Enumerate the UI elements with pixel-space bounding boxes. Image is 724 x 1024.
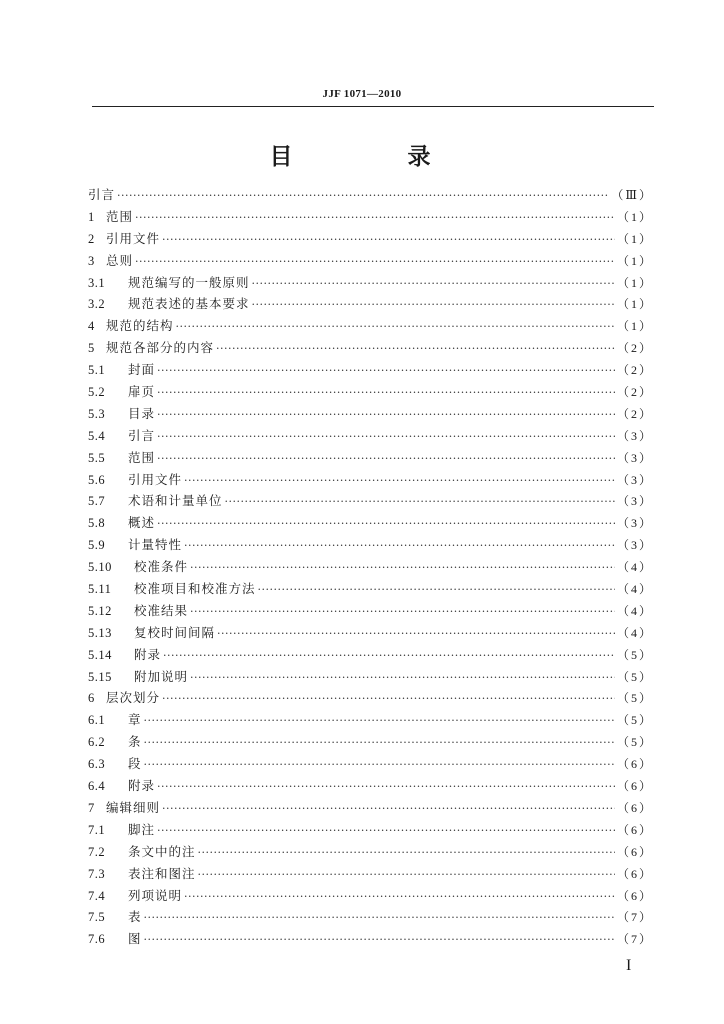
toc-entry-number: 3.2 [88, 297, 106, 312]
toc-entry-page: （5） [616, 647, 653, 662]
toc-entry-page: （1） [616, 319, 653, 334]
toc-entry-title: 规范表述的基本要求 [128, 296, 250, 312]
toc-entry-page: （3） [616, 538, 653, 553]
toc-entry-number: 5.9 [88, 538, 106, 553]
toc-entry-title: 条 [128, 734, 142, 750]
toc-leader-dots [157, 776, 615, 798]
toc-entry-page: （5） [616, 691, 653, 706]
toc-entry-title: 段 [128, 756, 142, 772]
toc-entry-page: （5） [616, 735, 653, 750]
toc-entry-page: （6） [616, 844, 653, 859]
toc-entry-title: 附加说明 [134, 668, 189, 684]
toc-entry-title: 附录 [128, 778, 156, 794]
toc-entry[interactable] [88, 687, 653, 709]
toc-entry-page: （2） [616, 341, 653, 356]
toc-leader-dots [157, 820, 615, 842]
toc-entry-number: 5.1 [88, 363, 106, 378]
toc-entry-number: 3 [88, 253, 95, 268]
toc-leader-dots [135, 251, 615, 273]
toc-entry[interactable] [88, 293, 653, 315]
toc-entry-number: 6.2 [88, 735, 106, 750]
toc-leader-dots [216, 338, 615, 360]
header-rule [92, 106, 654, 107]
toc-entry-number: 7.4 [88, 888, 106, 903]
toc-leader-dots [184, 535, 615, 557]
toc-entry[interactable] [88, 928, 653, 950]
toc-leader-dots [162, 798, 615, 820]
toc-entry-page: （3） [616, 494, 653, 509]
toc-entry-page: （3） [616, 428, 653, 443]
toc-entry[interactable] [88, 775, 653, 797]
toc-leader-dots [190, 667, 615, 689]
toc-leader-dots [198, 842, 615, 864]
toc-entry[interactable] [88, 228, 653, 250]
toc-entry-title: 校准条件 [134, 559, 189, 575]
toc-entry-title: 脚注 [128, 821, 156, 837]
toc-entry-number: 5.11 [88, 582, 112, 597]
toc-leader-dots [144, 754, 615, 776]
toc-leader-dots [198, 864, 615, 886]
toc-entry-number: 5.5 [88, 450, 106, 465]
toc-entry-page: （5） [616, 713, 653, 728]
toc-entry[interactable] [88, 272, 653, 294]
toc-entry-number: 5.14 [88, 647, 112, 662]
toc-entry-title: 附录 [134, 646, 162, 662]
toc-leader-dots [252, 273, 615, 295]
toc-entry[interactable] [88, 556, 653, 578]
toc-entry-title: 图 [128, 931, 142, 947]
toc-entry-page: （1） [616, 297, 653, 312]
toc-entry-title: 校准项目和校准方法 [134, 581, 256, 597]
toc-entry[interactable] [88, 841, 653, 863]
toc-leader-dots [258, 579, 615, 601]
toc-entry-page: （1） [616, 275, 653, 290]
toc-entry-title: 条文中的注 [128, 843, 196, 859]
toc-leader-dots [252, 294, 615, 316]
toc-entry[interactable] [88, 381, 653, 403]
standard-code: JJF 1071—2010 [322, 88, 402, 100]
toc-entry-title: 引用文件 [106, 230, 161, 246]
toc-entry-page: （3） [616, 450, 653, 465]
toc-entry-number: 6.1 [88, 713, 106, 728]
toc-entry-page: （7） [616, 910, 653, 925]
toc-entry[interactable] [88, 753, 653, 775]
toc-entry[interactable] [88, 425, 653, 447]
toc-entry-title: 编辑细则 [106, 799, 161, 815]
toc-entry[interactable] [88, 250, 653, 272]
toc-entry-title: 引言 [128, 427, 156, 443]
toc-entry[interactable] [88, 447, 653, 469]
toc-leader-dots [163, 645, 615, 667]
toc-entry-title: 章 [128, 712, 142, 728]
toc-entry-page: （Ⅲ） [611, 188, 653, 202]
toc-entry-page: （2） [616, 406, 653, 421]
toc-entry[interactable] [88, 622, 653, 644]
toc-entry-title: 范围 [106, 208, 134, 224]
toc-entry-page: （6） [616, 822, 653, 837]
toc-entry-number: 7 [88, 800, 95, 815]
toc-entry-page: （1） [616, 209, 653, 224]
toc-leader-dots [144, 907, 615, 929]
toc-entry-number: 2 [88, 231, 95, 246]
toc-entry-page: （4） [616, 625, 653, 640]
toc-leader-dots [225, 491, 615, 513]
toc-entry-number: 5 [88, 341, 95, 356]
toc-entry[interactable] [88, 337, 653, 359]
toc-leader-dots [157, 426, 615, 448]
toc-entry[interactable] [88, 469, 653, 491]
toc-entry-title: 规范各部分的内容 [106, 340, 215, 356]
toc-entry-title: 规范的结构 [106, 318, 174, 334]
toc-entry-title: 层次划分 [106, 690, 161, 706]
toc-leader-dots [157, 448, 615, 470]
toc-entry-page: （1） [616, 231, 653, 246]
toc-entry-number: 7.1 [88, 822, 106, 837]
toc-entry-page: （4） [616, 582, 653, 597]
toc-entry-title: 范围 [128, 449, 156, 465]
toc-entry-page: （6） [616, 779, 653, 794]
toc-leader-dots [144, 929, 615, 951]
toc-entry-page: （6） [616, 866, 653, 881]
toc-entry-number: 5.3 [88, 406, 106, 421]
toc-entry[interactable] [88, 184, 653, 206]
toc-leader-dots [190, 601, 615, 623]
toc-entry-title: 封面 [128, 362, 156, 378]
toc-entry[interactable] [88, 534, 653, 556]
toc-leader-dots [117, 185, 609, 207]
toc-entry-page: （6） [616, 800, 653, 815]
toc-leader-dots [157, 404, 615, 426]
toc-leader-dots [190, 557, 615, 579]
toc-leader-dots [144, 732, 615, 754]
table-of-contents [88, 184, 653, 950]
toc-entry-title: 扉页 [128, 384, 156, 400]
toc-entry[interactable] [88, 206, 653, 228]
toc-entry[interactable] [88, 885, 653, 907]
toc-entry-page: （5） [616, 669, 653, 684]
toc-entry-number: 5.4 [88, 428, 106, 443]
toc-entry-page: （2） [616, 363, 653, 378]
toc-entry[interactable] [88, 600, 653, 622]
toc-entry-number: 7.6 [88, 932, 106, 947]
toc-entry-number: 6 [88, 691, 95, 706]
toc-entry[interactable] [88, 490, 653, 512]
toc-entry[interactable] [88, 666, 653, 688]
toc-leader-dots [144, 710, 615, 732]
toc-entry-page: （2） [616, 385, 653, 400]
toc-entry[interactable] [88, 906, 653, 928]
toc-leader-dots [184, 886, 615, 908]
page-number: I [626, 957, 632, 974]
toc-entry[interactable] [88, 731, 653, 753]
toc-entry-title: 表 [128, 909, 142, 925]
toc-entry-title: 规范编写的一般原则 [128, 274, 250, 290]
toc-entry-title: 列项说明 [128, 887, 183, 903]
toc-entry-title: 校准结果 [134, 602, 189, 618]
toc-entry-number: 5.10 [88, 560, 112, 575]
toc-entry-title: 引言 [88, 187, 116, 202]
toc-entry[interactable] [88, 644, 653, 666]
toc-leader-dots [162, 688, 615, 710]
toc-entry-page: （1） [616, 253, 653, 268]
toc-entry-number: 7.2 [88, 844, 106, 859]
toc-entry-page: （6） [616, 757, 653, 772]
toc-entry-number: 5.2 [88, 385, 106, 400]
toc-entry-number: 5.12 [88, 603, 112, 618]
toc-leader-dots [217, 623, 615, 645]
toc-leader-dots [135, 207, 615, 229]
toc-entry-number: 7.5 [88, 910, 106, 925]
toc-entry-number: 5.13 [88, 625, 112, 640]
toc-entry-title: 术语和计量单位 [128, 493, 223, 509]
toc-entry-title: 总则 [106, 252, 134, 268]
toc-entry-page: （4） [616, 560, 653, 575]
toc-entry-title: 目录 [128, 405, 156, 421]
toc-entry[interactable] [88, 819, 653, 841]
toc-leader-dots [157, 382, 615, 404]
toc-entry[interactable] [88, 578, 653, 600]
toc-entry-page: （6） [616, 888, 653, 903]
toc-entry-title: 复校时间间隔 [134, 624, 216, 640]
toc-entry-page: （3） [616, 472, 653, 487]
toc-leader-dots [184, 470, 615, 492]
toc-entry-number: 5.15 [88, 669, 112, 684]
toc-entry-number: 5.8 [88, 516, 106, 531]
toc-entry-number: 5.6 [88, 472, 106, 487]
toc-entry-page: （4） [616, 603, 653, 618]
toc-entry-number: 3.1 [88, 275, 106, 290]
toc-leader-dots [162, 229, 615, 251]
toc-entry-number: 7.3 [88, 866, 106, 881]
toc-entry-page: （3） [616, 516, 653, 531]
toc-entry-number: 5.7 [88, 494, 106, 509]
toc-entry[interactable] [88, 315, 653, 337]
page-title: 目 录 [269, 144, 477, 170]
toc-entry[interactable] [88, 403, 653, 425]
toc-entry[interactable] [88, 359, 653, 381]
toc-entry-number: 4 [88, 319, 95, 334]
toc-entry-title: 引用文件 [128, 471, 183, 487]
toc-entry-title: 概述 [128, 515, 156, 531]
toc-entry-number: 6.4 [88, 779, 106, 794]
toc-leader-dots [157, 360, 615, 382]
toc-entry-title: 表注和图注 [128, 865, 196, 881]
toc-entry-number: 1 [88, 209, 95, 224]
toc-entry-page: （7） [616, 932, 653, 947]
toc-leader-dots [157, 513, 615, 535]
toc-entry[interactable] [88, 863, 653, 885]
toc-entry-number: 6.3 [88, 757, 106, 772]
toc-entry[interactable] [88, 512, 653, 534]
toc-entry-title: 计量特性 [128, 537, 183, 553]
toc-entry[interactable] [88, 709, 653, 731]
toc-leader-dots [176, 316, 615, 338]
toc-entry[interactable] [88, 797, 653, 819]
